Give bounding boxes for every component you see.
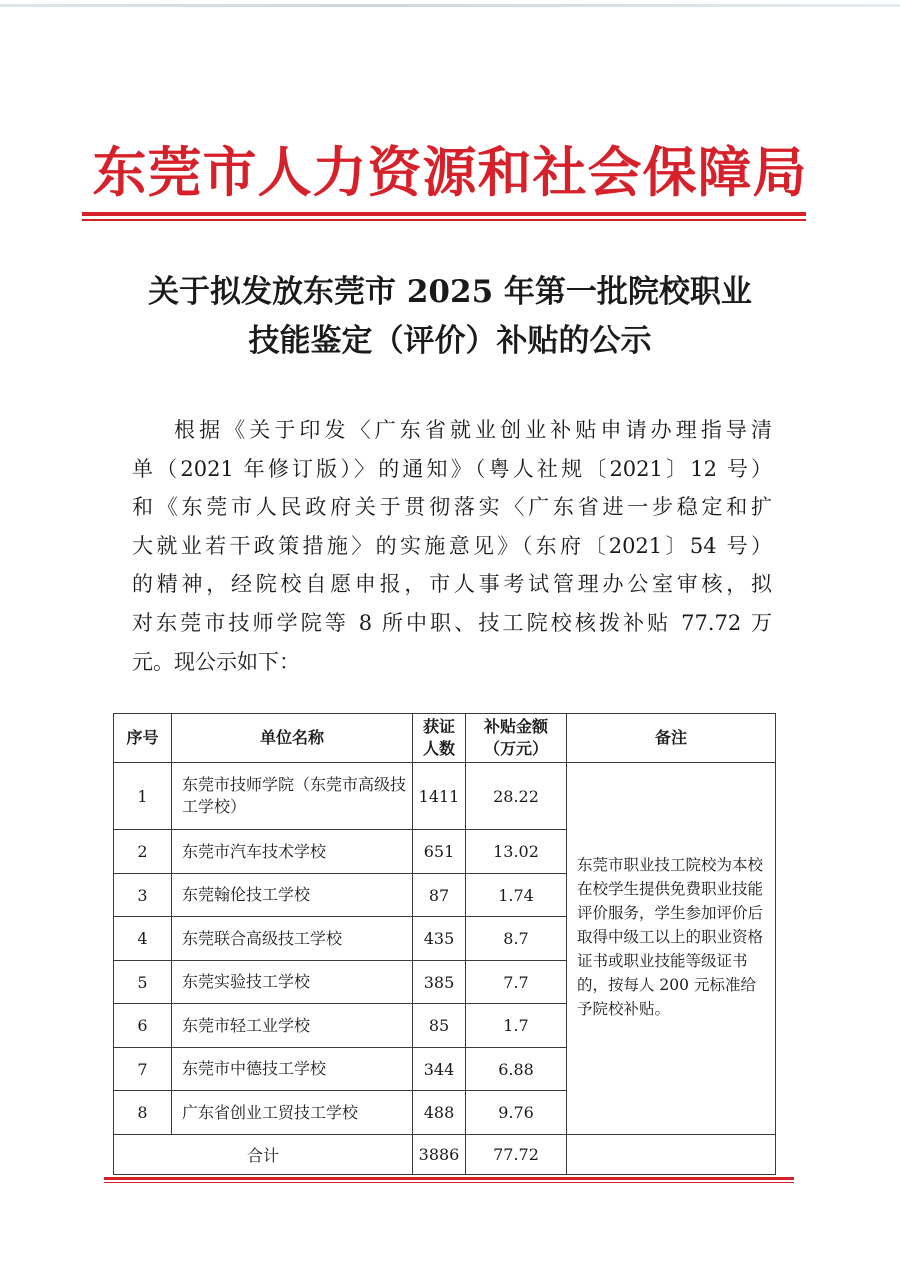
- row-count: 344: [413, 1048, 466, 1091]
- row-amount: 1.7: [466, 1004, 567, 1048]
- row-name: 东莞翰伦技工学校: [172, 874, 413, 917]
- remark-cell: 东莞市职业技工院校为本校在校学生提供免费职业技能评价服务，学生参加评价后取得中级工以上的职业资格证书或职业技能等级证书的，按每人 200 元标准给予院校补贴。: [567, 763, 776, 1135]
- row-name: 东莞实验技工学校: [172, 961, 413, 1004]
- header-count-line-2: 人数: [422, 739, 455, 758]
- row-seq: 1: [114, 763, 172, 830]
- row-name: 东莞市汽车技术学校: [172, 830, 413, 874]
- header-count: [413, 714, 466, 763]
- header-count-line-1: 获证: [422, 717, 455, 736]
- table-total-row: [114, 1135, 776, 1175]
- total-count: 3886: [413, 1135, 466, 1175]
- body-line-1: 根据《关于印发〈广东省就业创业补贴申请办理指导清: [174, 418, 772, 442]
- footer-rule-thin: [104, 1182, 794, 1183]
- row-amount: 13.02: [466, 830, 567, 874]
- row-count: 87: [413, 874, 466, 917]
- row-count: 435: [413, 917, 466, 961]
- table-row: [114, 763, 776, 830]
- document-title-line-2: 技能鉴定（评价）补贴的公示: [248, 323, 652, 359]
- row-name: 广东省创业工贸技工学校: [172, 1091, 413, 1135]
- scan-edge: [0, 4, 900, 7]
- total-amount: 77.72: [466, 1135, 567, 1175]
- table-header-row: [114, 714, 776, 763]
- header-amount-line-2: （万元）: [483, 739, 548, 758]
- row-seq: 6: [114, 1004, 172, 1048]
- row-seq: 4: [114, 917, 172, 961]
- header-amount-line-1: 补贴金额: [483, 717, 548, 736]
- row-name: 东莞市中德技工学校: [172, 1048, 413, 1091]
- row-count: 1411: [413, 763, 466, 830]
- notice-body: [132, 411, 772, 681]
- body-line-2: 单（2021 年修订版）〉的通知》（粤人社规〔2021〕12 号）: [132, 456, 772, 481]
- document-title-line-1: 关于拟发放东莞市 2025 年第一批院校职业: [148, 274, 752, 310]
- row-name: 东莞市轻工业学校: [172, 1004, 413, 1048]
- row-name: 东莞联合高级技工学校: [172, 917, 413, 961]
- row-count: 385: [413, 961, 466, 1004]
- row-count: 85: [413, 1004, 466, 1048]
- body-line-5: 的精神，经院校自愿申报，市人事考试管理办公室审核，拟: [132, 572, 772, 597]
- document-title: [0, 268, 900, 366]
- body-line-3: 和《东莞市人民政府关于贯彻落实〈广东省进一步稳定和扩: [132, 495, 772, 520]
- total-remark: [567, 1135, 776, 1175]
- letterhead-rule-thin: [82, 219, 806, 221]
- subsidy-table: [113, 713, 776, 1175]
- org-letterhead: 东莞市人力资源和社会保障局: [92, 140, 808, 204]
- row-name: 东莞市技师学院（东莞市高级技工学校）: [172, 763, 413, 830]
- row-amount: 9.76: [466, 1091, 567, 1135]
- body-line-7: 元。现公示如下：: [132, 649, 300, 674]
- header-name: 单位名称: [172, 714, 413, 763]
- row-amount: 8.7: [466, 917, 567, 961]
- body-line-4: 大就业若干政策措施〉的实施意见》（东府〔2021〕54 号）: [132, 533, 772, 558]
- row-amount: 1.74: [466, 874, 567, 917]
- row-amount: 6.88: [466, 1048, 567, 1091]
- row-seq: 2: [114, 830, 172, 874]
- row-count: 488: [413, 1091, 466, 1135]
- row-seq: 5: [114, 961, 172, 1004]
- row-seq: 7: [114, 1048, 172, 1091]
- header-seq: 序号: [114, 714, 172, 763]
- row-amount: 28.22: [466, 763, 567, 830]
- row-seq: 8: [114, 1091, 172, 1135]
- row-amount: 7.7: [466, 961, 567, 1004]
- header-remark: 备注: [567, 714, 776, 763]
- total-label: 合计: [114, 1135, 413, 1175]
- footer-rule-thick: [104, 1177, 794, 1180]
- body-line-6: 对东莞市技师学院等 8 所中职、技工院校核拨补贴 77.72 万: [132, 610, 772, 635]
- letterhead-rule-thick: [82, 212, 806, 216]
- row-count: 651: [413, 830, 466, 874]
- row-seq: 3: [114, 874, 172, 917]
- header-amount: [466, 714, 567, 763]
